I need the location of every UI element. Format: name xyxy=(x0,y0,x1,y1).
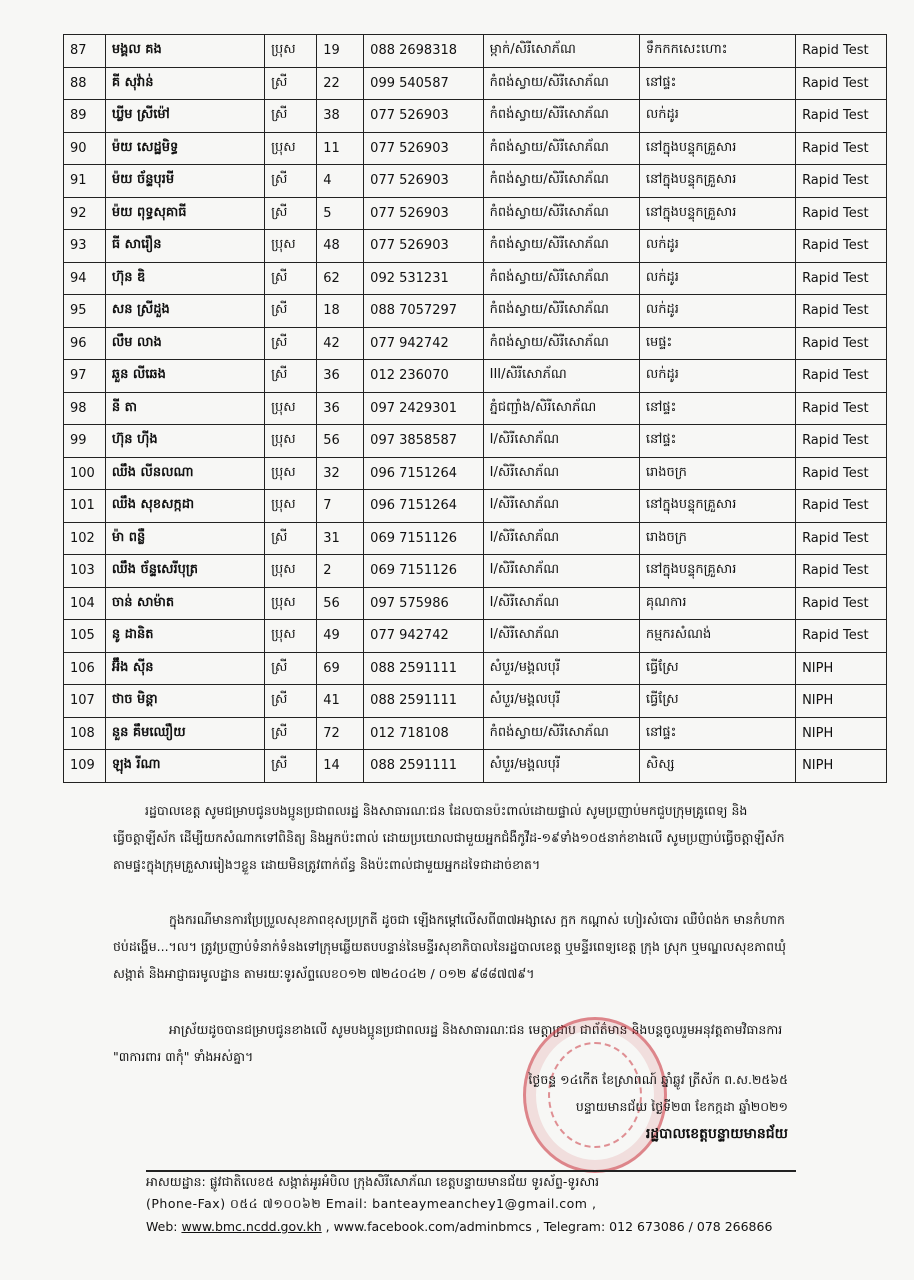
patient-name-cell: លឹម លាង xyxy=(105,327,264,360)
patient-name-cell: ឃ្លីម ស្រីម៉ៅ xyxy=(105,100,264,133)
footer-web-line xyxy=(146,1219,772,1234)
phone-number-cell: 097 575986 xyxy=(364,587,483,620)
patient-name-cell: នី តា xyxy=(105,392,264,425)
age-cell: 14 xyxy=(317,750,364,783)
patient-name-cell: ម៉ា ពន្លឺ xyxy=(105,522,264,555)
sex-cell: ស្រី xyxy=(265,652,317,685)
table-row xyxy=(64,522,887,555)
case-number-cell: 107 xyxy=(64,685,106,718)
age-cell: 41 xyxy=(317,685,364,718)
case-number-cell: 96 xyxy=(64,327,106,360)
phone-number-cell: 077 526903 xyxy=(364,165,483,198)
table-row xyxy=(64,717,887,750)
phone-number-cell: 088 2591111 xyxy=(364,750,483,783)
phone-number-cell: 096 7151264 xyxy=(364,457,483,490)
patient-name-cell: ម៉យ ច័ន្ទបុរមី xyxy=(105,165,264,198)
sex-cell: ស្រី xyxy=(265,360,317,393)
test-type-cell: Rapid Test xyxy=(796,620,887,653)
sex-cell: ប្រុស xyxy=(265,132,317,165)
sex-cell: ប្រុស xyxy=(265,392,317,425)
occupation-cell: ធ្វើស្រែ xyxy=(639,685,795,718)
phone-number-cell: 092 531231 xyxy=(364,262,483,295)
case-number-cell: 108 xyxy=(64,717,106,750)
sex-cell: ប្រុស xyxy=(265,425,317,458)
location-cell: កំពង់ស្វាយ/សិរីសោភ័ណ xyxy=(483,717,639,750)
body-paragraph-3: អាស្រ័យដូចបានជម្រាបជូនខាងលើ សូមបងប្អូនប្រជាពលរដ្ឋ និងសាធារណៈជន មេត្តាជ្រាប ជាព័ត៌មាន និងបន្តចូលរួមអនុវត្តតាមវិធានការ "៣ការពារ ៣កុំ" ទាំងអស់គ្នា។ xyxy=(113,1022,783,1064)
table-row xyxy=(64,685,887,718)
location-cell: កំពង់ស្វាយ/សិរីសោភ័ណ xyxy=(483,327,639,360)
case-number-cell: 101 xyxy=(64,490,106,523)
case-number-cell: 103 xyxy=(64,555,106,588)
age-cell: 42 xyxy=(317,327,364,360)
phone-number-cell: 088 2591111 xyxy=(364,685,483,718)
case-number-cell: 94 xyxy=(64,262,106,295)
table-row xyxy=(64,555,887,588)
phone-number-cell: 096 7151264 xyxy=(364,490,483,523)
sex-cell: ស្រី xyxy=(265,685,317,718)
seal-inner-ring xyxy=(548,1042,642,1148)
occupation-cell: គុណការ xyxy=(639,587,795,620)
table-row xyxy=(64,230,887,263)
age-cell: 5 xyxy=(317,197,364,230)
sex-cell: ស្រី xyxy=(265,165,317,198)
test-type-cell: Rapid Test xyxy=(796,360,887,393)
sex-cell: ស្រី xyxy=(265,295,317,328)
location-cell: កំពង់ស្វាយ/សិរីសោភ័ណ xyxy=(483,100,639,133)
footer-divider xyxy=(146,1170,796,1172)
location-cell: I/សិរីសោភ័ណ xyxy=(483,457,639,490)
phone-number-cell: 088 7057297 xyxy=(364,295,483,328)
table-row xyxy=(64,750,887,783)
location-cell: I/សិរីសោភ័ណ xyxy=(483,522,639,555)
phone-number-cell: 077 526903 xyxy=(364,197,483,230)
test-type-cell: Rapid Test xyxy=(796,522,887,555)
occupation-cell: នៅផ្ទះ xyxy=(639,67,795,100)
phone-number-cell: 077 526903 xyxy=(364,132,483,165)
patient-name-cell: អ៊ឹង ស៊ីន xyxy=(105,652,264,685)
cases-table-body xyxy=(64,35,887,783)
occupation-cell: នៅផ្ទះ xyxy=(639,392,795,425)
patient-name-cell: ម៉យ សេដ្ឋមិទ្ធ xyxy=(105,132,264,165)
test-type-cell: Rapid Test xyxy=(796,262,887,295)
phone-number-cell: 077 526903 xyxy=(364,230,483,263)
table-row xyxy=(64,165,887,198)
test-type-cell: Rapid Test xyxy=(796,457,887,490)
occupation-cell: នៅក្នុងបន្ទុកគ្រួសារ xyxy=(639,132,795,165)
table-row xyxy=(64,490,887,523)
age-cell: 2 xyxy=(317,555,364,588)
case-number-cell: 105 xyxy=(64,620,106,653)
table-row xyxy=(64,67,887,100)
location-cell: សំបួរ/មង្គលបុរី xyxy=(483,750,639,783)
case-number-cell: 97 xyxy=(64,360,106,393)
age-cell: 11 xyxy=(317,132,364,165)
sex-cell: ប្រុស xyxy=(265,35,317,68)
location-cell: III/សិរីសោភ័ណ xyxy=(483,360,639,393)
location-cell: កំពង់ស្វាយ/សិរីសោភ័ណ xyxy=(483,295,639,328)
occupation-cell: នៅក្នុងបន្ទុកគ្រួសារ xyxy=(639,490,795,523)
table-row xyxy=(64,35,887,68)
phone-number-cell: 012 236070 xyxy=(364,360,483,393)
footer-phone-email: (Phone-Fax) ០៥៤ ៧១០០៦២ Email: banteaymeanchey1@gmail.com , xyxy=(146,1196,597,1211)
phone-number-cell: 099 540587 xyxy=(364,67,483,100)
case-number-cell: 99 xyxy=(64,425,106,458)
patient-name-cell: ឡុង រីណា xyxy=(105,750,264,783)
test-type-cell: Rapid Test xyxy=(796,35,887,68)
patient-name-cell: ចាន់ សាម៉ាត xyxy=(105,587,264,620)
solar-date-line: បន្ទាយមានជ័យ ថ្ងៃទី២៣ ខែកក្កដា ឆ្នាំ២០២១ xyxy=(575,1099,788,1114)
sex-cell: ប្រុស xyxy=(265,587,317,620)
location-cell: I/សិរីសោភ័ណ xyxy=(483,490,639,523)
signature-title: រដ្ឋបាលខេត្តបន្ទាយមានជ័យ xyxy=(645,1126,788,1142)
location-cell: កំពង់ស្វាយ/សិរីសោភ័ណ xyxy=(483,132,639,165)
table-row xyxy=(64,132,887,165)
location-cell: I/សិរីសោភ័ណ xyxy=(483,555,639,588)
phone-number-cell: 077 526903 xyxy=(364,100,483,133)
sex-cell: ប្រុស xyxy=(265,230,317,263)
phone-number-cell: 097 3858587 xyxy=(364,425,483,458)
table-row xyxy=(64,327,887,360)
occupation-cell: លក់ដូរ xyxy=(639,295,795,328)
patient-name-cell: ឆួន លីឆេង xyxy=(105,360,264,393)
patient-name-cell: ហ៊ុន ឌិ xyxy=(105,262,264,295)
test-type-cell: NIPH xyxy=(796,750,887,783)
sex-cell: ប្រុស xyxy=(265,490,317,523)
phone-number-cell: 069 7151126 xyxy=(364,555,483,588)
location-cell: កំពង់ស្វាយ/សិរីសោភ័ណ xyxy=(483,262,639,295)
table-row xyxy=(64,457,887,490)
occupation-cell: ធ្វើស្រែ xyxy=(639,652,795,685)
age-cell: 69 xyxy=(317,652,364,685)
age-cell: 7 xyxy=(317,490,364,523)
age-cell: 22 xyxy=(317,67,364,100)
table-row xyxy=(64,587,887,620)
sex-cell: ស្រី xyxy=(265,262,317,295)
test-type-cell: Rapid Test xyxy=(796,587,887,620)
occupation-cell: លក់ដូរ xyxy=(639,100,795,133)
age-cell: 49 xyxy=(317,620,364,653)
occupation-cell: រោងចក្រ xyxy=(639,457,795,490)
patient-name-cell: ឈឹង ច័ន្ទសេរីបុត្រ xyxy=(105,555,264,588)
occupation-cell: នៅក្នុងបន្ទុកគ្រួសារ xyxy=(639,165,795,198)
case-number-cell: 104 xyxy=(64,587,106,620)
location-cell: កំពង់ស្វាយ/សិរីសោភ័ណ xyxy=(483,230,639,263)
test-type-cell: NIPH xyxy=(796,652,887,685)
age-cell: 38 xyxy=(317,100,364,133)
sex-cell: ប្រុស xyxy=(265,457,317,490)
case-number-cell: 87 xyxy=(64,35,106,68)
occupation-cell: នៅផ្ទះ xyxy=(639,425,795,458)
location-cell: I/សិរីសោភ័ណ xyxy=(483,425,639,458)
table-row xyxy=(64,652,887,685)
location-cell: I/សិរីសោភ័ណ xyxy=(483,620,639,653)
case-number-cell: 93 xyxy=(64,230,106,263)
body-paragraph-1: រដ្ឋបាលខេត្ត សូមជម្រាបជូនបងប្អូនប្រជាពលរដ្ឋ និងសាធារណៈជន ដែលបានប៉ះពាល់ដោយផ្ទាល់ សូមប្រញាប់មកជួបក្រុមគ្រូពេទ្យ និងធ្វើចត្តាឡីស័ក ដើម្បីយកសំណាកទៅពិនិត្យ និងអ្នកប៉ះពាល់ ដោយប្រយោលជាមួយអ្នកជំងឺកូវីដ-១៩ទាំង១០៥នាក់ខាងលើ សូមប្រញាប់ធ្វើចត្តាឡីស័កតាមផ្ទះក្នុងក្រុមគ្រួសាររៀងៗខ្លួន ដោយមិនត្រូវពាក់ព័ន្ធ និងប៉ះពាល់ជាមួយអ្នកដទៃជាដាច់ខាត។ xyxy=(113,803,785,872)
footer-address: អាសយដ្ឋាន: ផ្លូវជាតិលេខ៥ សង្កាត់អូរអំបិល ក្រុងសិរីសោភ័ណ ខេត្តបន្ទាយមានជ័យ ទូរស័ព្ទ-ទូរសារ xyxy=(146,1174,600,1189)
occupation-cell: នៅក្នុងបន្ទុកគ្រួសារ xyxy=(639,555,795,588)
table-row xyxy=(64,295,887,328)
case-number-cell: 98 xyxy=(64,392,106,425)
age-cell: 4 xyxy=(317,165,364,198)
sex-cell: ស្រី xyxy=(265,197,317,230)
age-cell: 32 xyxy=(317,457,364,490)
case-number-cell: 88 xyxy=(64,67,106,100)
phone-number-cell: 097 2429301 xyxy=(364,392,483,425)
test-type-cell: Rapid Test xyxy=(796,67,887,100)
sex-cell: ប្រុស xyxy=(265,620,317,653)
test-type-cell: NIPH xyxy=(796,685,887,718)
location-cell: សំបួរ/មង្គលបុរី xyxy=(483,652,639,685)
test-type-cell: NIPH xyxy=(796,717,887,750)
table-row xyxy=(64,262,887,295)
patient-name-cell: ហ៊ុន ហ៊ីង xyxy=(105,425,264,458)
test-type-cell: Rapid Test xyxy=(796,165,887,198)
body-paragraph-2: ក្នុងករណីមានការប្រែប្រួលសុខភាពខុសប្រក្រតី ដូចជា ឡើងកម្ដៅលើសពី៣៧អង្សាសេ ក្អក កណ្ដាស់ ហៀរសំបោរ ឈឺបំពង់ក មានកំហាក ថប់ដង្ហើម...។ល។ ត្រូវប្រញាប់ទំនាក់ទំនងទៅក្រុមឆ្លើយតបបន្ទាន់នៃមន្ទីរសុខាភិបាលនៃរដ្ឋបាលខេត្ត ឬមន្ទីរពេទ្យខេត្ត ក្រុង ស្រុក ឬមណ្ឌលសុខភាពឃុំ សង្កាត់ និងអាជ្ញាធរមូលដ្ឋាន តាមរយៈទូរស័ព្ទលេខ០១២ ៧២៤០៤២ / ០១២ ៩៨៨៧៧៩។ xyxy=(113,912,787,981)
sex-cell: ប្រុស xyxy=(265,555,317,588)
patient-name-cell: ធី សារឿន xyxy=(105,230,264,263)
patient-name-cell: មង្គល គង xyxy=(105,35,264,68)
sex-cell: ស្រី xyxy=(265,67,317,100)
sex-cell: ស្រី xyxy=(265,750,317,783)
test-type-cell: Rapid Test xyxy=(796,555,887,588)
table-row xyxy=(64,100,887,133)
case-number-cell: 89 xyxy=(64,100,106,133)
patient-name-cell: សន ស្រីដួង xyxy=(105,295,264,328)
location-cell: ភ្នំជញ្ជាំង/សិរីសោភ័ណ xyxy=(483,392,639,425)
location-cell: ម្កាក់/សិរីសោភ័ណ xyxy=(483,35,639,68)
test-type-cell: Rapid Test xyxy=(796,295,887,328)
footer-web-label: Web: xyxy=(146,1219,178,1234)
phone-number-cell: 069 7151126 xyxy=(364,522,483,555)
phone-number-cell: 077 942742 xyxy=(364,327,483,360)
age-cell: 19 xyxy=(317,35,364,68)
sex-cell: ស្រី xyxy=(265,100,317,133)
test-type-cell: Rapid Test xyxy=(796,392,887,425)
occupation-cell: លក់ដូរ xyxy=(639,360,795,393)
occupation-cell: មេផ្ទះ xyxy=(639,327,795,360)
case-number-cell: 92 xyxy=(64,197,106,230)
phone-number-cell: 012 718108 xyxy=(364,717,483,750)
age-cell: 31 xyxy=(317,522,364,555)
age-cell: 48 xyxy=(317,230,364,263)
case-number-cell: 106 xyxy=(64,652,106,685)
age-cell: 56 xyxy=(317,425,364,458)
case-number-cell: 91 xyxy=(64,165,106,198)
lunar-date-line: ថ្ងៃចន្ទ ១៤កើត ខែស្រាពណ៍ ឆ្នាំឆ្លូវ ត្រីស័ក ព.ស.២៥៦៥ xyxy=(528,1072,788,1087)
test-type-cell: Rapid Test xyxy=(796,425,887,458)
age-cell: 36 xyxy=(317,360,364,393)
phone-number-cell: 077 942742 xyxy=(364,620,483,653)
test-type-cell: Rapid Test xyxy=(796,132,887,165)
table-row xyxy=(64,197,887,230)
test-type-cell: Rapid Test xyxy=(796,230,887,263)
test-type-cell: Rapid Test xyxy=(796,490,887,523)
location-cell: I/សិរីសោភ័ណ xyxy=(483,587,639,620)
footer-facebook: , www.facebook.com/adminbmcs xyxy=(325,1219,532,1234)
table-row xyxy=(64,425,887,458)
location-cell: កំពង់ស្វាយ/សិរីសោភ័ណ xyxy=(483,165,639,198)
patient-name-cell: ឈឹង សុខសក្កដា xyxy=(105,490,264,523)
patient-name-cell: នូ ដានិត xyxy=(105,620,264,653)
case-number-cell: 100 xyxy=(64,457,106,490)
occupation-cell: សិស្ស xyxy=(639,750,795,783)
location-cell: កំពង់ស្វាយ/សិរីសោភ័ណ xyxy=(483,67,639,100)
location-cell: សំបួរ/មង្គលបុរី xyxy=(483,685,639,718)
age-cell: 72 xyxy=(317,717,364,750)
test-type-cell: Rapid Test xyxy=(796,100,887,133)
cases-table xyxy=(63,34,887,783)
table-row xyxy=(64,620,887,653)
footer-telegram: , Telegram: 012 673086 / 078 266866 xyxy=(535,1219,773,1234)
age-cell: 18 xyxy=(317,295,364,328)
patient-name-cell: ម៉យ ពុទ្ធសុគាធី xyxy=(105,197,264,230)
test-type-cell: Rapid Test xyxy=(796,327,887,360)
footer-website-link[interactable]: www.bmc.ncdd.gov.kh xyxy=(181,1219,322,1234)
phone-number-cell: 088 2591111 xyxy=(364,652,483,685)
case-number-cell: 90 xyxy=(64,132,106,165)
age-cell: 36 xyxy=(317,392,364,425)
occupation-cell: រោងចក្រ xyxy=(639,522,795,555)
location-cell: កំពង់ស្វាយ/សិរីសោភ័ណ xyxy=(483,197,639,230)
age-cell: 56 xyxy=(317,587,364,620)
table-row xyxy=(64,392,887,425)
test-type-cell: Rapid Test xyxy=(796,197,887,230)
case-number-cell: 102 xyxy=(64,522,106,555)
age-cell: 62 xyxy=(317,262,364,295)
phone-number-cell: 088 2698318 xyxy=(364,35,483,68)
official-seal-stamp xyxy=(523,1017,667,1173)
patient-name-cell: ឈឹង លីនលណា xyxy=(105,457,264,490)
patient-name-cell: គី សុវ៉ាន់ xyxy=(105,67,264,100)
sex-cell: ស្រី xyxy=(265,717,317,750)
sex-cell: ស្រី xyxy=(265,522,317,555)
occupation-cell: នៅក្នុងបន្ទុកគ្រួសារ xyxy=(639,197,795,230)
occupation-cell: នៅផ្ទះ xyxy=(639,717,795,750)
occupation-cell: ទឹកកកសេះហោះ xyxy=(639,35,795,68)
occupation-cell: លក់ដូរ xyxy=(639,230,795,263)
patient-name-cell: ថាច មិន្ដា xyxy=(105,685,264,718)
table-row xyxy=(64,360,887,393)
occupation-cell: លក់ដូរ xyxy=(639,262,795,295)
occupation-cell: កម្មករសំណង់ xyxy=(639,620,795,653)
case-number-cell: 109 xyxy=(64,750,106,783)
patient-name-cell: នួន គឹមឈឿយ xyxy=(105,717,264,750)
sex-cell: ស្រី xyxy=(265,327,317,360)
case-number-cell: 95 xyxy=(64,295,106,328)
